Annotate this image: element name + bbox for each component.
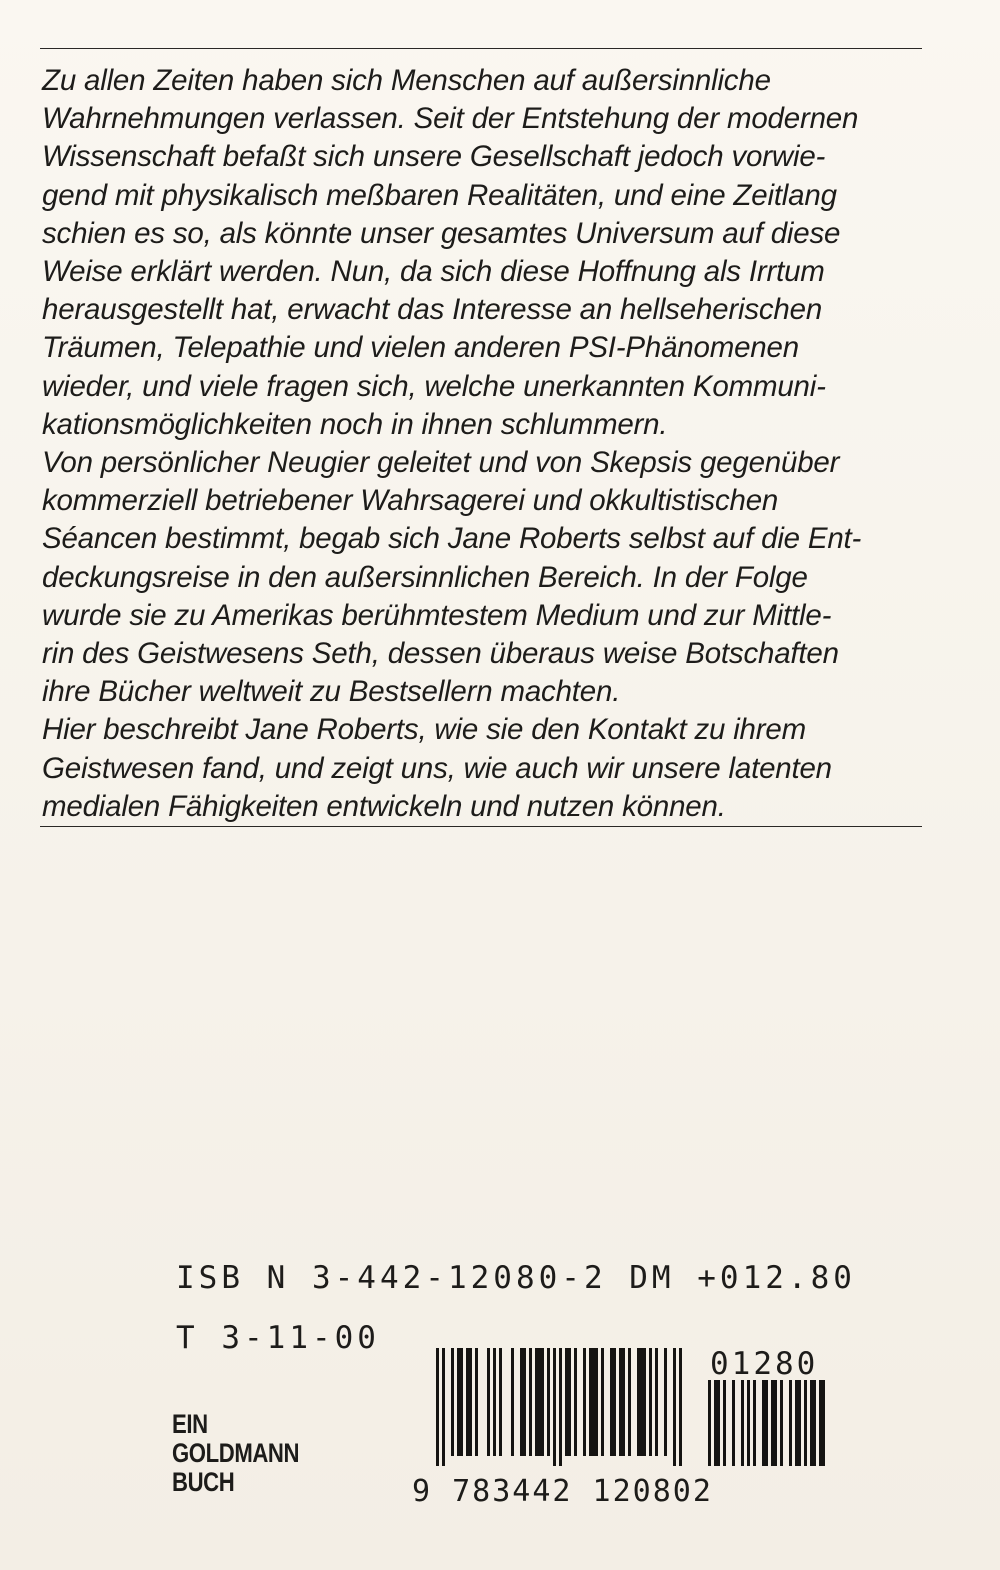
- barcode-bar: [451, 1348, 454, 1456]
- publisher-line: BUCH: [172, 1467, 235, 1497]
- barcode-bar: [649, 1348, 652, 1456]
- ean-digits: 9 783442 120802: [412, 1474, 713, 1509]
- barcode-bar: [547, 1348, 550, 1456]
- addon-digits: 01280: [710, 1346, 819, 1382]
- blurb-line: Weise erklärt werden. Nun, da sich diese Hoffnung als Irrtum: [42, 255, 825, 289]
- barcode-bar: [559, 1348, 562, 1466]
- barcode-bar: [795, 1380, 801, 1466]
- blurb-line: kationsmöglichkeiten noch in ihnen schlummern.: [42, 407, 668, 441]
- barcode-bar: [589, 1348, 598, 1456]
- barcode-bar: [723, 1380, 726, 1466]
- blurb-line: Zu allen Zeiten haben sich Menschen auf außersinnliche: [42, 64, 771, 97]
- barcode-bar: [714, 1380, 720, 1466]
- blurb-line: ihre Bücher weltweit zu Bestsellern machten.: [42, 675, 621, 709]
- barcode-bar: [535, 1348, 544, 1456]
- blurb-line: wieder, und viele fragen sich, welche unerkannten Kommuni-: [42, 369, 826, 403]
- blurb-line: Wahrnehmungen verlassen. Seit der Entstehung der modernen: [42, 102, 859, 136]
- barcode-bar: [780, 1380, 783, 1466]
- blurb-line: Séancen bestimmt, begab sich Jane Roberts selbst auf die Ent-: [42, 522, 862, 556]
- blurb-line: herausgestellt hat, erwacht das Interesse an hellseherischen: [42, 293, 823, 327]
- barcode-bar: [747, 1380, 750, 1466]
- barcode-bar: [673, 1348, 676, 1466]
- barcode-bar: [679, 1348, 682, 1466]
- blurb-line: Träumen, Telepathie und vielen anderen PSI-Phänomenen: [42, 331, 799, 365]
- barcode-bar: [637, 1348, 646, 1456]
- barcode-bar: [610, 1348, 616, 1456]
- barcode-bar: [804, 1380, 807, 1466]
- addon-barcode: [708, 1380, 828, 1466]
- blurb-line: medialen Fähigkeiten entwickeln und nutzen können.: [42, 789, 726, 823]
- barcode-bar: [655, 1348, 658, 1456]
- blurb-line: kommerziell betriebener Wahrsagerei und okkultistischen: [42, 484, 779, 518]
- blurb-line: Hier beschreibt Jane Roberts, wie sie den Kontakt zu ihrem: [42, 713, 806, 747]
- publisher-line: EIN: [172, 1409, 208, 1439]
- blurb-line: wurde sie zu Amerikas berühmtestem Medium und zur Mittle-: [42, 598, 832, 632]
- barcode-bar: [619, 1348, 625, 1456]
- barcode-bar: [762, 1380, 768, 1466]
- barcode-bar: [565, 1348, 571, 1456]
- publisher-imprint: [172, 1410, 299, 1497]
- publisher-line: GOLDMANN: [172, 1438, 300, 1468]
- blurb-line: Von persönlicher Neugier geleitet und von Skepsis gegenüber: [42, 446, 840, 480]
- barcode-bar: [810, 1380, 816, 1466]
- barcode-bar: [732, 1380, 735, 1466]
- barcode-bar: [708, 1380, 711, 1466]
- barcode-bar: [741, 1380, 744, 1466]
- barcode-bar: [511, 1348, 514, 1456]
- barcode-bar: [475, 1348, 478, 1456]
- bottom-rule: [40, 826, 922, 827]
- barcode-bar: [771, 1380, 777, 1466]
- barcode-bar: [601, 1348, 604, 1456]
- barcode-bar: [529, 1348, 532, 1456]
- blurb-line: deckungsreise in den außersinnlichen Bereich. In der Folge: [42, 560, 808, 594]
- barcode-bar: [553, 1348, 556, 1466]
- barcode-bar: [487, 1348, 490, 1456]
- blurb-line: gend mit physikalisch meßbaren Realitäten, und eine Zeitlang: [42, 178, 837, 212]
- barcode-bar: [520, 1348, 526, 1456]
- barcode-bar: [789, 1380, 792, 1466]
- top-rule: [40, 48, 922, 49]
- internal-code: T 3-11-00: [176, 1320, 380, 1356]
- ean-barcode: [436, 1348, 688, 1466]
- barcode-bar: [499, 1348, 502, 1456]
- barcode-bar: [628, 1348, 631, 1456]
- barcode-bar: [583, 1348, 586, 1456]
- barcode-bar: [466, 1348, 472, 1456]
- blurb-text: [42, 62, 922, 826]
- barcode-bar: [436, 1348, 439, 1466]
- barcode-bar: [574, 1348, 577, 1456]
- barcode-bar: [442, 1348, 445, 1466]
- blurb-line: schien es so, als könnte unser gesamtes Universum auf diese: [42, 216, 841, 250]
- blurb-line: Wissenschaft befaßt sich unsere Gesellschaft jedoch vorwie-: [42, 140, 826, 174]
- blurb-line: Geistwesen fand, und zeigt uns, wie auch wir unsere latenten: [42, 751, 832, 785]
- barcode-bar: [457, 1348, 463, 1456]
- isbn-price-line: ISB N 3-442-12080-2 DM +012.80: [176, 1260, 856, 1296]
- barcode-bar: [753, 1380, 756, 1466]
- barcode-bar: [664, 1348, 667, 1456]
- barcode-bar: [493, 1348, 496, 1456]
- blurb-line: rin des Geistwesens Seth, dessen überaus weise Botschaften: [42, 637, 839, 671]
- barcode-bar: [819, 1380, 825, 1466]
